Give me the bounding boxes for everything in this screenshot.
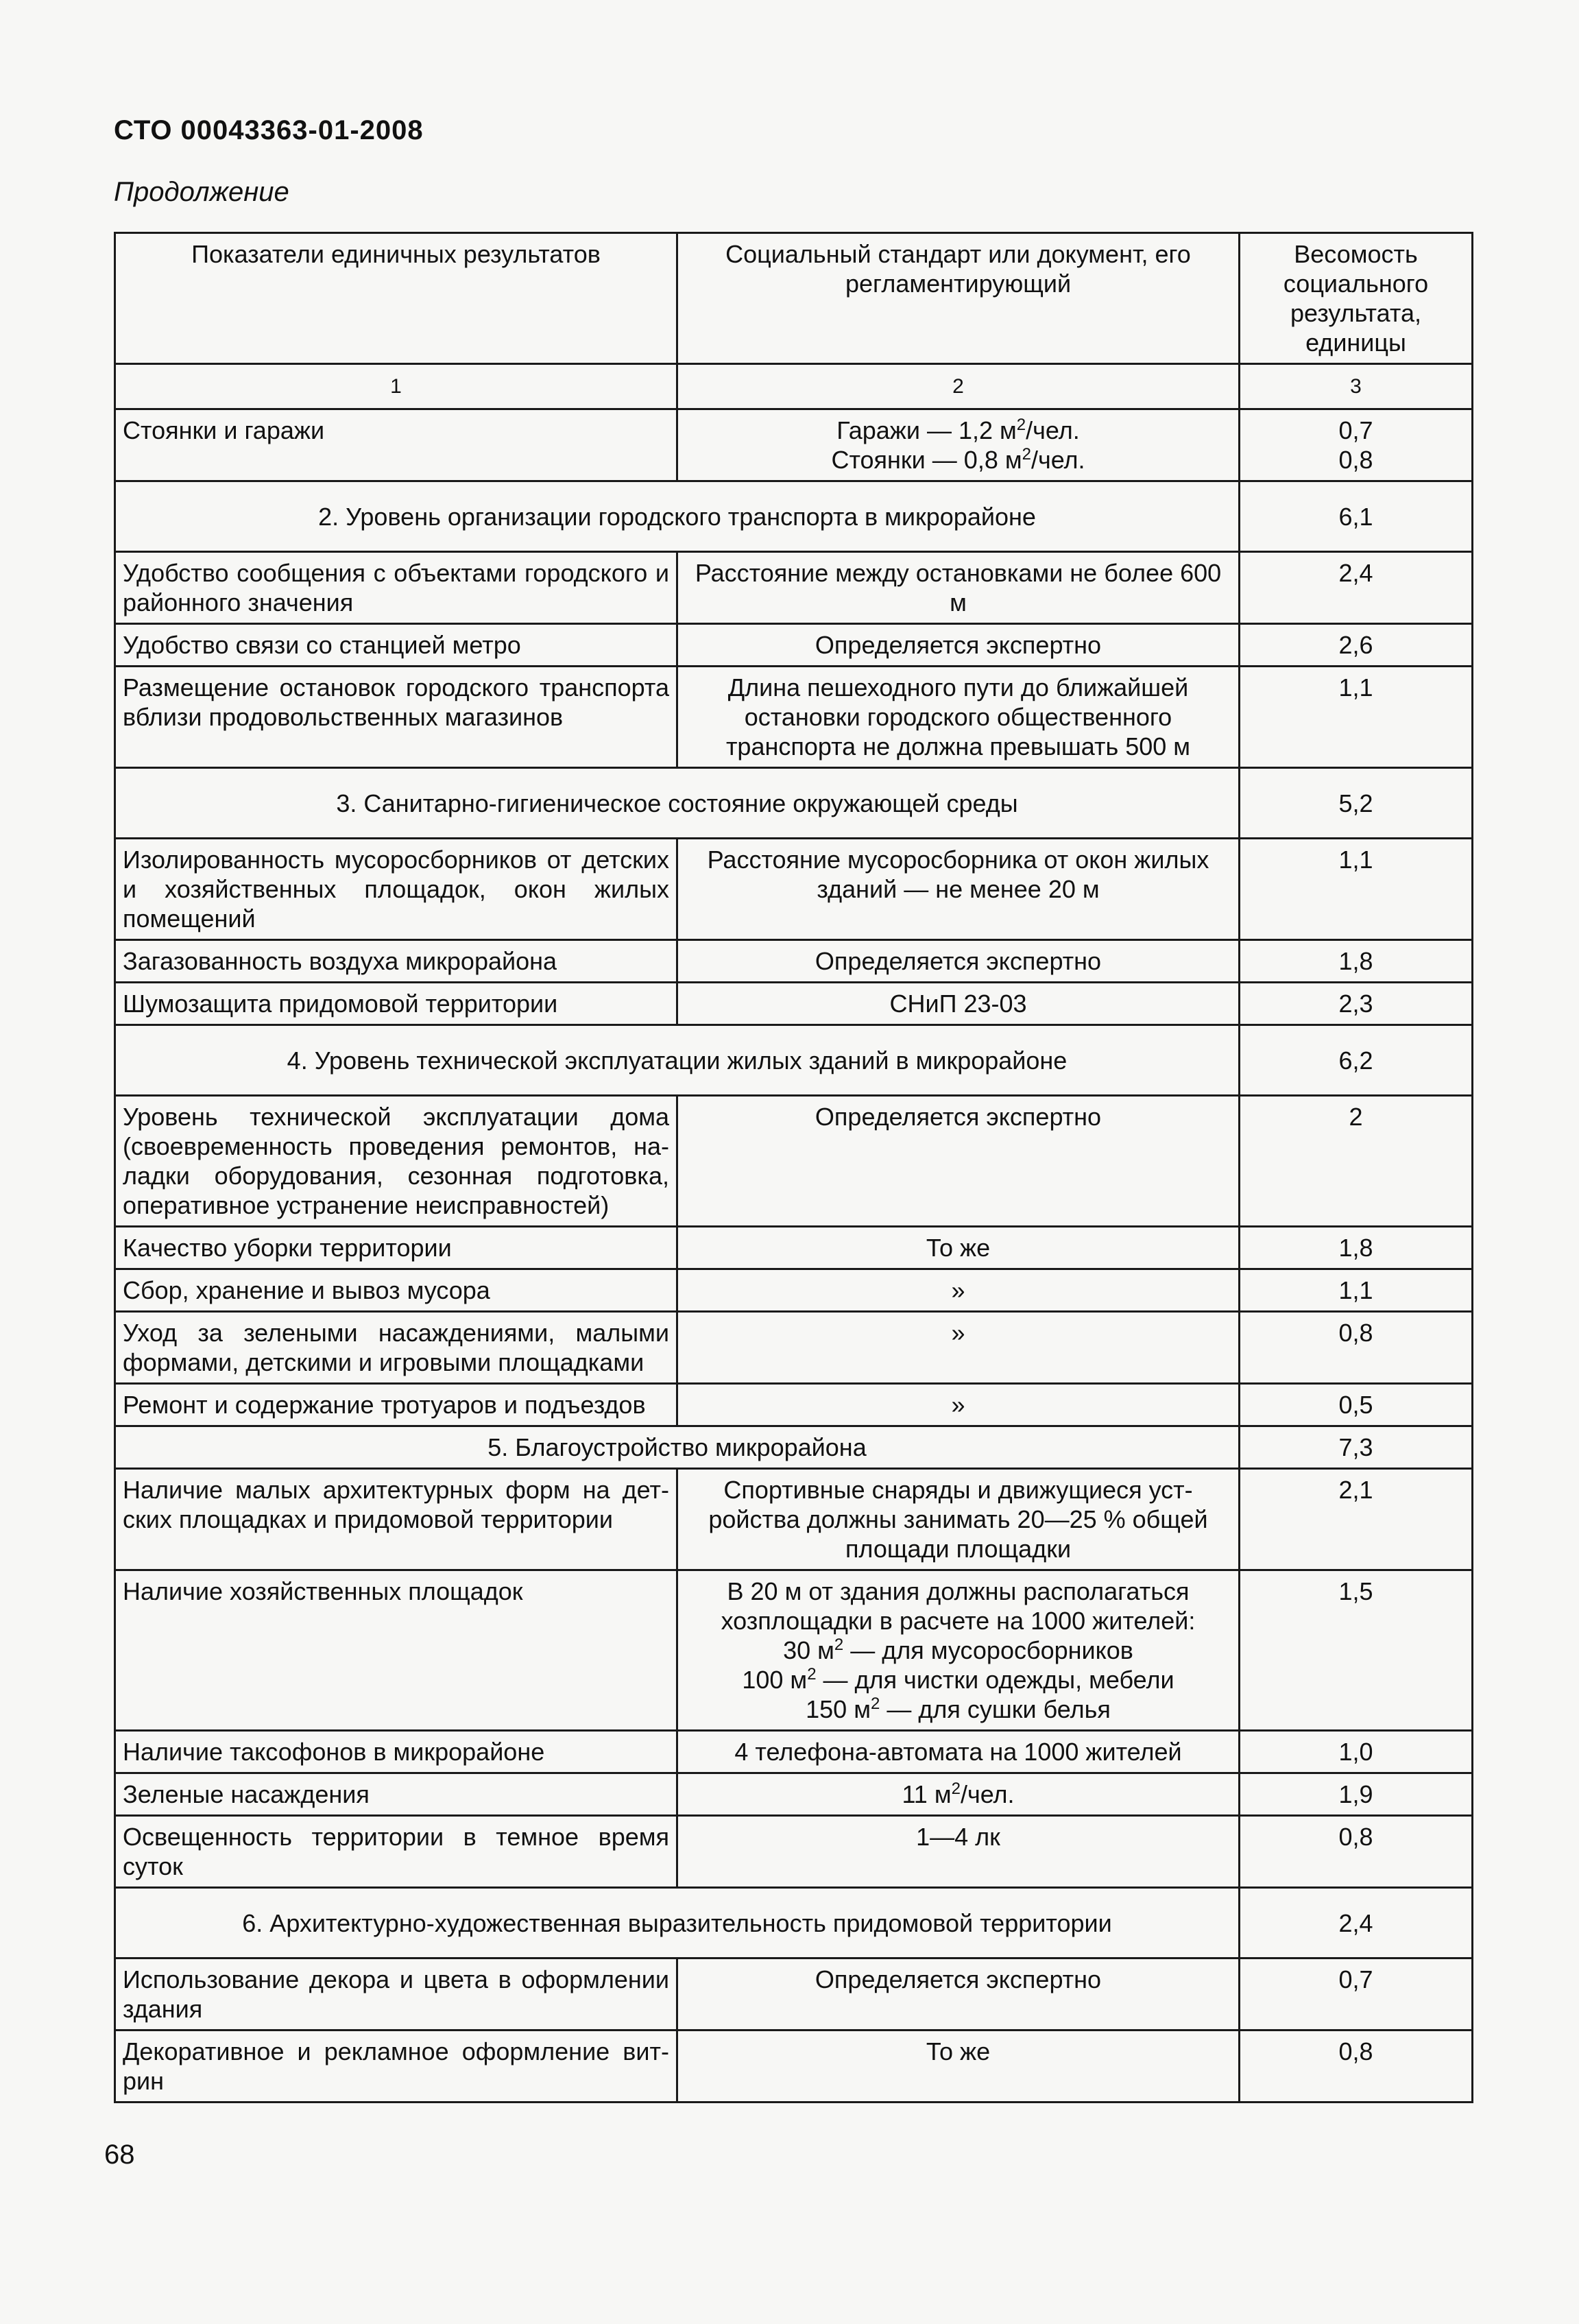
superscript: 2 [834,1636,844,1654]
indicator-cell: Уровень технической эксплуатации дома (своевременность проведения ремонтов, наладки оборудования, сезонная подготовка, оперативное устранение неисправностей) [115,1096,677,1227]
table-row [115,1096,1473,1227]
column-number-row [115,364,1473,409]
superscript: 2 [1022,445,1031,464]
standard-cell: Расстояние мусоросборника от окон жилых зданий — не менее 20 м [677,839,1240,940]
indicator-cell: Изолированность мусоросборников от детских и хозяйственных площадок, окон жилых помещений [115,839,677,940]
header-indicator: Показатели единичных результатов [115,233,677,364]
standard-text: 150 м [806,1695,871,1723]
superscript: 2 [870,1694,880,1713]
indicator-cell: Шумозащита придомовой территории [115,983,677,1025]
indicator-cell: Удобство сообщения с объектами городского и районного значения [115,552,677,624]
standard-cell: Определяется экспертно [677,1958,1240,2030]
indicator-cell: Стоянки и гаражи [115,409,677,481]
indicator-cell: Размещение остановок городского транспорта вблизи продовольственных магазинов [115,667,677,768]
indicator-cell: Зеленые насаждения [115,1773,677,1816]
table-row [115,940,1473,983]
weight-cell: 0,8 [1240,1312,1473,1384]
section-title: 2. Уровень организации городского транспорта в микрорайоне [115,481,1240,552]
superscript: 2 [807,1665,817,1684]
section-title: 3. Санитарно-гигиеническое состояние окружающей среды [115,768,1240,839]
standard-cell: 1—4 лк [677,1816,1240,1888]
weight-cell: 1,8 [1240,940,1473,983]
table-row [115,1269,1473,1312]
superscript: 2 [951,1780,961,1798]
standard-cell: То же [677,2030,1240,2103]
weight-cell: 2 [1240,1096,1473,1227]
indicator-cell: Уход за зелеными насаждениями, малыми формами, детскими и игровыми площадками [115,1312,677,1384]
weight-cell: 2,3 [1240,983,1473,1025]
section-row [115,768,1473,839]
indicator-cell: Наличие таксофонов в микрорайоне [115,1731,677,1773]
standard-cell [677,1570,1240,1731]
weight-cell: 0,5 [1240,1384,1473,1426]
weight-cell: 2,6 [1240,624,1473,667]
standard-text: 100 м [742,1666,808,1694]
indicator-cell: Сбор, хранение и вывоз мусора [115,1269,677,1312]
weight-cell: 0,7 [1240,1958,1473,2030]
standard-cell: СНиП 23-03 [677,983,1240,1025]
section-row [115,481,1473,552]
section-weight: 6,1 [1240,481,1473,552]
standard-cell: Определяется экспертно [677,624,1240,667]
table-row [115,1958,1473,2030]
weight-cell: 2,4 [1240,552,1473,624]
weight-cell: 1,5 [1240,1570,1473,1731]
standard-text: В 20 м от здания должны располагаться хозплощадки в расчете на 1000 жителей: [721,1577,1196,1635]
section-title: 5. Благоустройство микрорайона [115,1426,1240,1469]
weight-cell: 1,8 [1240,1227,1473,1269]
standard-text: Стоянки — 0,8 м [831,446,1022,474]
standard-cell: Расстояние между остановками не более 600 м [677,552,1240,624]
indicator-cell: Декоративное и рекламное оформление витрин [115,2030,677,2103]
indicator-cell: Наличие хозяйственных площадок [115,1570,677,1731]
weight-cell: 1,1 [1240,1269,1473,1312]
weight-cell: 1,0 [1240,1731,1473,1773]
standard-text: — для сушки белья [880,1695,1111,1723]
indicator-cell: Наличие малых архитектурных форм на детских площадках и придомовой территории [115,1469,677,1570]
weight-cell: 0,8 [1240,1816,1473,1888]
weight-cell: 0,8 [1240,2030,1473,2103]
table-row [115,1227,1473,1269]
superscript: 2 [1016,416,1026,434]
indicator-cell: Качество уборки территории [115,1227,677,1269]
standard-text: /чел. [1026,416,1080,444]
weight-cell: 1,9 [1240,1773,1473,1816]
weight-cell: 1,1 [1240,667,1473,768]
continuation-label: Продолжение [114,177,289,207]
section-row [115,1025,1473,1096]
table-row [115,1773,1473,1816]
weight-cell [1240,409,1473,481]
table-row [115,1384,1473,1426]
table-row [115,624,1473,667]
standard-text: — для чистки одежды, мебели [816,1666,1174,1694]
section-title: 6. Архитектурно-художественная выразительность придомовой территории [115,1888,1240,1958]
standard-cell: » [677,1269,1240,1312]
standard-cell: Определяется экспертно [677,940,1240,983]
indicator-cell: Использование декора и цвета в оформлении здания [115,1958,677,2030]
indicator-cell: Удобство связи со станцией метро [115,624,677,667]
section-weight: 6,2 [1240,1025,1473,1096]
table-row [115,2030,1473,2103]
header-row [115,233,1473,364]
weight-value: 0,8 [1338,446,1373,474]
standard-text: /чел. [960,1780,1015,1808]
indicators-table [114,232,1473,2103]
weight-cell: 2,1 [1240,1469,1473,1570]
table-row [115,1570,1473,1731]
indicator-cell: Ремонт и содержание тротуаров и подъездов [115,1384,677,1426]
table-row [115,552,1473,624]
standard-cell [677,409,1240,481]
table-row [115,1731,1473,1773]
table-row [115,1312,1473,1384]
table-row [115,983,1473,1025]
column-number: 3 [1240,364,1473,409]
standard-cell: Спортивные снаряды и движущиеся устройства должны занимать 20—25 % общей площади площадки [677,1469,1240,1570]
indicator-cell: Освещенность территории в темное время суток [115,1816,677,1888]
standard-text: — для мусоросборников [843,1636,1133,1664]
section-row [115,1888,1473,1958]
document-code: СТО 00043363-01-2008 [114,115,424,145]
header-standard: Социальный стандарт или документ, его регламентирующий [677,233,1240,364]
header-weight: Весомость социального результата, единицы [1240,233,1473,364]
standard-cell [677,1773,1240,1816]
weight-cell: 1,1 [1240,839,1473,940]
standard-text: 11 м [902,1780,952,1808]
table-row [115,1816,1473,1888]
standard-text: Гаражи — 1,2 м [836,416,1017,444]
standard-cell: » [677,1312,1240,1384]
column-number: 1 [115,364,677,409]
weight-value: 0,7 [1338,416,1373,444]
indicator-cell: Загазованность воздуха микрорайона [115,940,677,983]
column-number: 2 [677,364,1240,409]
table-row [115,1469,1473,1570]
standard-cell: 4 телефона-автомата на 1000 жителей [677,1731,1240,1773]
standard-text: 30 м [783,1636,834,1664]
table-row [115,667,1473,768]
page-number: 68 [104,2140,135,2170]
standard-cell: Определяется экспертно [677,1096,1240,1227]
section-row [115,1426,1473,1469]
section-weight: 5,2 [1240,768,1473,839]
table-row [115,839,1473,940]
section-title: 4. Уровень технической эксплуатации жилых зданий в микрорайоне [115,1025,1240,1096]
standard-text: /чел. [1030,446,1085,474]
table-row [115,409,1473,481]
standard-cell: Длина пешеходного пути до ближайшей остановки городского общественного транспорта не должна превышать 500 м [677,667,1240,768]
section-weight: 2,4 [1240,1888,1473,1958]
standard-cell: То же [677,1227,1240,1269]
standard-cell: » [677,1384,1240,1426]
section-weight: 7,3 [1240,1426,1473,1469]
